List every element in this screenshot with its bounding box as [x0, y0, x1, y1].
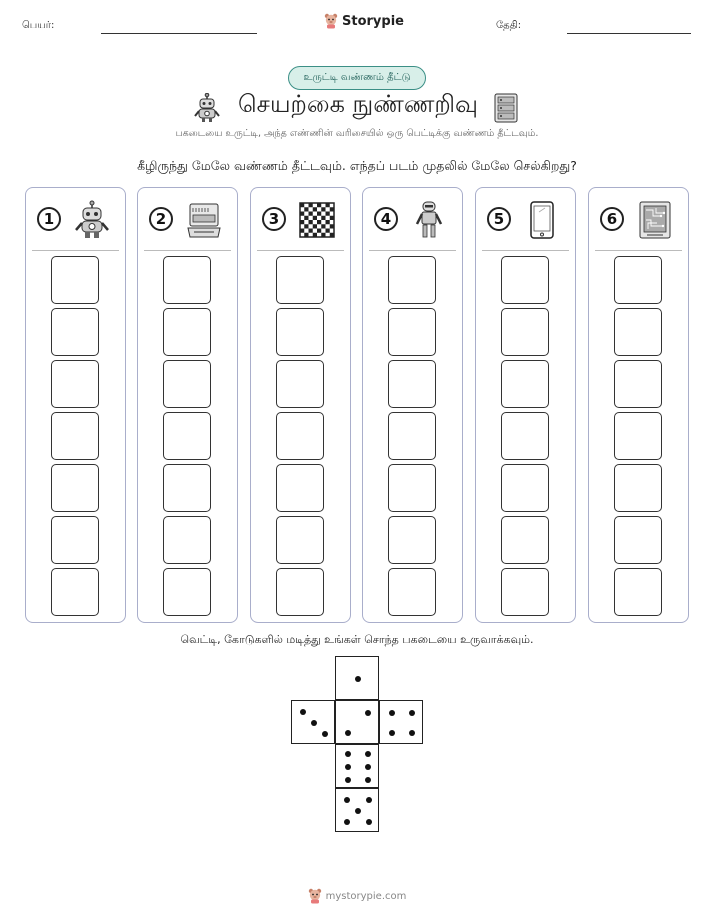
- column-number: 3: [262, 207, 286, 231]
- die-pip: [365, 710, 371, 716]
- color-box[interactable]: [501, 568, 549, 616]
- race-column-1: [25, 187, 126, 623]
- color-box[interactable]: [614, 308, 662, 356]
- column-divider: [257, 250, 344, 251]
- date-line[interactable]: [567, 33, 691, 34]
- bear-mascot-icon: [308, 888, 322, 904]
- instruction: கீழிருந்து மேலே வண்ணம் தீட்டவும். எந்தப் படம் முதலில் மேலே செல்கிறது?: [137, 158, 577, 173]
- column-divider: [32, 250, 119, 251]
- die-face-3: [291, 700, 335, 744]
- color-box[interactable]: [51, 464, 99, 512]
- die-pip: [389, 710, 395, 716]
- color-box[interactable]: [614, 412, 662, 460]
- color-box[interactable]: [276, 464, 324, 512]
- page-title: செயற்கை நுண்ணறிவு: [237, 90, 478, 118]
- die-pip: [409, 710, 415, 716]
- die-face-2: [335, 700, 379, 744]
- die-pip: [311, 720, 317, 726]
- die-face-1: [335, 656, 379, 700]
- color-box[interactable]: [614, 516, 662, 564]
- color-box[interactable]: [163, 516, 211, 564]
- color-box[interactable]: [276, 360, 324, 408]
- color-box[interactable]: [388, 412, 436, 460]
- die-pip: [322, 731, 328, 737]
- date-label: தேதி:: [496, 20, 522, 31]
- smartphone-icon: [522, 200, 562, 240]
- column-divider: [482, 250, 569, 251]
- race-column-4: [362, 187, 463, 623]
- column-header: [589, 188, 688, 248]
- color-box[interactable]: [163, 568, 211, 616]
- column-number: 5: [487, 207, 511, 231]
- column-header: [138, 188, 237, 248]
- humanoid-robot-icon: [409, 200, 449, 240]
- die-pip: [409, 730, 415, 736]
- column-header: [476, 188, 575, 248]
- color-box[interactable]: [276, 412, 324, 460]
- cut-instruction: வெட்டி, கோடுகளில் மடித்து உங்கள் சொந்த பகடையை உருவாக்கவும்.: [180, 633, 534, 646]
- subtitle: பகடையை உருட்டி, அந்த எண்ணின் வரிசையில் ஒரு பெட்டிக்கு வண்ணம் தீட்டவும்.: [175, 128, 539, 139]
- color-box[interactable]: [388, 256, 436, 304]
- footer: [0, 886, 714, 906]
- column-number: 6: [600, 207, 624, 231]
- color-box[interactable]: [501, 464, 549, 512]
- server-rack-icon: [494, 93, 518, 123]
- color-box[interactable]: [388, 568, 436, 616]
- color-box[interactable]: [163, 256, 211, 304]
- color-box[interactable]: [388, 464, 436, 512]
- robot-icon: [193, 93, 221, 123]
- die-pip: [345, 751, 351, 757]
- color-box[interactable]: [163, 308, 211, 356]
- computer-printer-icon: [184, 200, 224, 240]
- color-box[interactable]: [614, 464, 662, 512]
- color-box[interactable]: [163, 360, 211, 408]
- color-box[interactable]: [614, 360, 662, 408]
- die-pip: [345, 764, 351, 770]
- die-pip: [366, 797, 372, 803]
- die-face-5: [335, 788, 379, 832]
- die-face-4: [379, 700, 423, 744]
- chessboard-icon: [297, 200, 337, 240]
- color-box[interactable]: [163, 412, 211, 460]
- die-pip: [300, 709, 306, 715]
- column-header: [363, 188, 462, 248]
- die-pip: [355, 676, 361, 682]
- color-box[interactable]: [614, 568, 662, 616]
- color-box[interactable]: [51, 516, 99, 564]
- footer-url: mystorypie.com: [325, 890, 407, 902]
- color-box[interactable]: [276, 256, 324, 304]
- die-face-6: [335, 744, 379, 788]
- column-number: 2: [149, 207, 173, 231]
- color-box[interactable]: [276, 308, 324, 356]
- circuit-board-icon: [635, 200, 675, 240]
- column-number: 4: [374, 207, 398, 231]
- race-column-6: [588, 187, 689, 623]
- race-column-3: [250, 187, 351, 623]
- color-box[interactable]: [276, 516, 324, 564]
- race-column-2: [137, 187, 238, 623]
- game-type-badge: உருட்டி வண்ணம் தீட்டு: [288, 66, 426, 90]
- die-pip: [355, 808, 361, 814]
- brand-logo: [324, 13, 404, 29]
- column-header: [251, 188, 350, 248]
- name-line[interactable]: [101, 33, 257, 34]
- die-pip: [365, 764, 371, 770]
- bear-mascot-icon: [324, 13, 338, 29]
- color-box[interactable]: [501, 360, 549, 408]
- title-row: [0, 90, 714, 124]
- brand-name: Storypie: [342, 13, 404, 29]
- robot-icon: [72, 200, 112, 240]
- color-box[interactable]: [163, 464, 211, 512]
- die-pip: [344, 797, 350, 803]
- color-box[interactable]: [501, 256, 549, 304]
- die-pip: [345, 777, 351, 783]
- column-number: 1: [37, 207, 61, 231]
- name-label: பெயர்:: [22, 20, 55, 31]
- race-column-5: [475, 187, 576, 623]
- color-box[interactable]: [388, 360, 436, 408]
- color-box[interactable]: [51, 308, 99, 356]
- color-box[interactable]: [501, 308, 549, 356]
- die-pip: [365, 777, 371, 783]
- color-box[interactable]: [51, 568, 99, 616]
- color-box[interactable]: [388, 308, 436, 356]
- die-pip: [365, 751, 371, 757]
- column-divider: [369, 250, 456, 251]
- color-box[interactable]: [51, 360, 99, 408]
- color-box[interactable]: [276, 568, 324, 616]
- column-divider: [595, 250, 682, 251]
- color-box[interactable]: [501, 412, 549, 460]
- color-box[interactable]: [51, 256, 99, 304]
- die-pip: [389, 730, 395, 736]
- page-header: [0, 12, 714, 42]
- color-box[interactable]: [501, 516, 549, 564]
- color-box[interactable]: [388, 516, 436, 564]
- die-pip: [366, 819, 372, 825]
- color-box[interactable]: [51, 412, 99, 460]
- column-divider: [144, 250, 231, 251]
- column-header: [26, 188, 125, 248]
- color-box[interactable]: [614, 256, 662, 304]
- die-pip: [344, 819, 350, 825]
- die-pip: [345, 730, 351, 736]
